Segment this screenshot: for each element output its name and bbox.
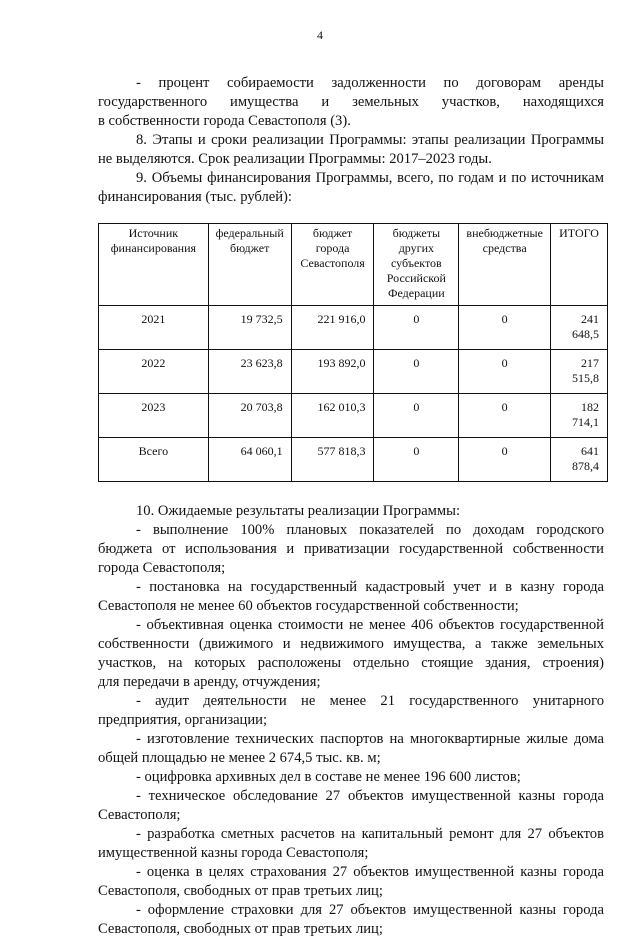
text-line: - разработка сметных расчетов на капитальный ремонт для 27 объектов — [136, 826, 604, 842]
text-line: общей площадью не менее 2 674,5 тыс. кв. м; — [98, 750, 381, 766]
text-line: 10. Ожидаемые результаты реализации Программы: — [136, 503, 460, 519]
text-line: - оцифровка архивных дел в составе не менее 196 600 листов; — [136, 769, 521, 785]
paragraph — [98, 131, 604, 169]
header-line: Федерации — [388, 286, 445, 300]
page-number: 4 — [317, 28, 323, 42]
paragraph — [98, 74, 604, 131]
text-line: для передачи в аренду, отчуждения; — [98, 674, 321, 690]
column-header — [291, 224, 374, 306]
table-cell: 0 — [459, 306, 551, 350]
column-header — [459, 224, 551, 306]
text-line: собственности (движимого и недвижимого имущества, а также земельных — [98, 636, 604, 652]
text-line: Севастополя, свободных от прав третьих лиц; — [98, 921, 383, 937]
table-cell: 221 916,0 — [291, 306, 374, 350]
text-line: - оценка в целях страхования 27 объектов имущественной казны города — [136, 864, 604, 880]
text-line: финансирования (тыс. рублей): — [98, 189, 292, 205]
header-line: бюджет — [312, 226, 353, 240]
table-cell: 19 732,5 — [208, 306, 291, 350]
text-line: участков, на которых расположены отдельно стоящие здания, строения) — [98, 655, 604, 671]
paragraph — [98, 730, 604, 768]
paragraph — [98, 521, 604, 578]
table-cell: 193 892,0 — [291, 350, 374, 394]
text-line: государственного имущества и земельных участков, находящихся — [98, 94, 604, 110]
column-header — [374, 224, 459, 306]
table-cell: 641 878,4 — [551, 438, 608, 482]
header-line: других — [398, 241, 434, 255]
text-line: - постановка на государственный кадастровый учет и в казну города — [136, 579, 604, 595]
header-line: Российской — [386, 271, 446, 285]
text-line: города Севастополя; — [98, 560, 226, 576]
header-line: внебюджетные — [466, 226, 543, 240]
table-body — [99, 306, 608, 482]
paragraph — [98, 768, 604, 787]
bottom-paragraphs — [98, 502, 604, 939]
paragraph — [98, 901, 604, 939]
header-line: Севастополя — [300, 256, 365, 270]
text-line: имущественной казны города Севастополя; — [98, 845, 369, 861]
paragraph — [98, 692, 604, 730]
table-cell: 0 — [459, 438, 551, 482]
text-line: - изготовление технических паспортов на многоквартирные жилые дома — [136, 731, 604, 747]
header-line: финансирования — [110, 241, 197, 255]
header-line: субъектов — [390, 256, 442, 270]
text-line: - оформление страховки для 27 объектов имущественной казны города — [136, 902, 604, 918]
table-row — [99, 394, 608, 438]
text-line: - процент собираемости задолженности по договорам аренды — [136, 75, 604, 91]
header-line: федеральный — [215, 226, 284, 240]
table-row — [99, 306, 608, 350]
column-header — [208, 224, 291, 306]
table-cell: 0 — [459, 394, 551, 438]
text-line: Севастополя; — [98, 807, 181, 823]
paragraph — [98, 578, 604, 616]
header-line: города — [315, 241, 350, 255]
table-cell: 241 648,5 — [551, 306, 608, 350]
header-line: средства — [482, 241, 527, 255]
text-line: - объективная оценка стоимости не менее 406 объектов государственной — [136, 617, 604, 633]
text-line: бюджета от использования и приватизации государственной собственности — [98, 541, 604, 557]
document-body — [98, 74, 604, 939]
table-cell: 2022 — [99, 350, 209, 394]
financing-table — [98, 223, 608, 482]
table-cell: 182 714,1 — [551, 394, 608, 438]
column-header — [551, 224, 608, 306]
table-cell: 2021 — [99, 306, 209, 350]
text-line: предприятия, организации; — [98, 712, 268, 728]
table-cell: 20 703,8 — [208, 394, 291, 438]
text-line: Севастополя, свободных от прав третьих лиц; — [98, 883, 383, 899]
paragraph — [98, 169, 604, 207]
table-cell: 577 818,3 — [291, 438, 374, 482]
text-line: - аудит деятельности не менее 21 государственного унитарного — [136, 693, 604, 709]
paragraph — [98, 863, 604, 901]
table-header-row — [99, 224, 608, 306]
text-line: Севастополя не менее 60 объектов государственной собственности; — [98, 598, 519, 614]
text-line: - выполнение 100% плановых показателей по доходам городского — [136, 522, 604, 538]
text-line: не выделяются. Срок реализации Программы: 2017–2023 годы. — [98, 151, 492, 167]
paragraph — [98, 825, 604, 863]
header-line: Источник — [128, 226, 179, 240]
table-cell: 162 010,3 — [291, 394, 374, 438]
table-cell: 0 — [374, 438, 459, 482]
header-line: бюджеты — [392, 226, 441, 240]
paragraph — [98, 502, 604, 521]
paragraph — [98, 616, 604, 692]
header-line: бюджет — [230, 241, 270, 255]
table-cell: Всего — [99, 438, 209, 482]
table-cell: 0 — [374, 350, 459, 394]
table-row — [99, 350, 608, 394]
table-cell: 2023 — [99, 394, 209, 438]
table-cell: 23 623,8 — [208, 350, 291, 394]
table-cell: 64 060,1 — [208, 438, 291, 482]
top-paragraphs — [98, 74, 604, 207]
table-cell: 0 — [459, 350, 551, 394]
table-cell: 0 — [374, 306, 459, 350]
header-line: ИТОГО — [559, 226, 599, 240]
text-line: в собственности города Севастополя (3). — [98, 113, 351, 129]
table-row — [99, 438, 608, 482]
text-line: 8. Этапы и сроки реализации Программы: этапы реализации Программы — [136, 132, 604, 148]
text-line: - техническое обследование 27 объектов имущественной казны города — [136, 788, 604, 804]
table-cell: 0 — [374, 394, 459, 438]
text-line: 9. Объемы финансирования Программы, всего, по годам и по источникам — [136, 170, 604, 186]
column-header — [99, 224, 209, 306]
table-cell: 217 515,8 — [551, 350, 608, 394]
paragraph — [98, 787, 604, 825]
